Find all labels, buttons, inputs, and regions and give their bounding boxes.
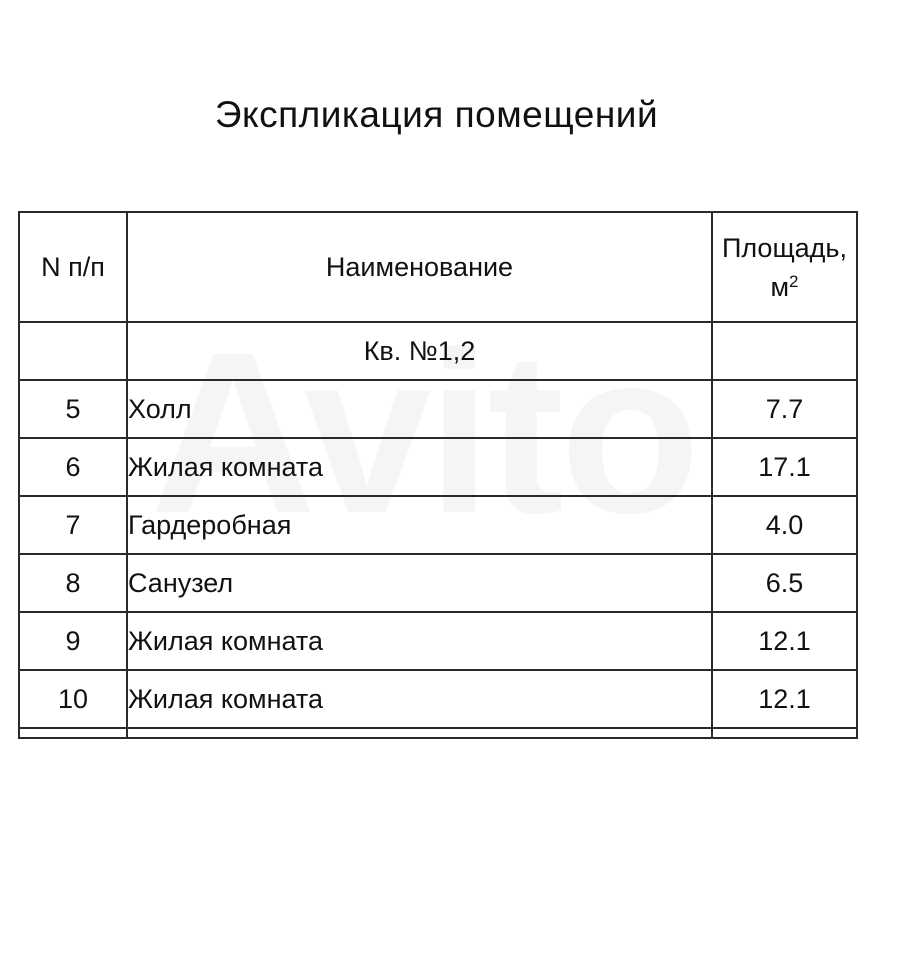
header-number: N п/п [19,212,127,322]
section-area-cell [712,322,857,380]
room-number: 8 [19,554,127,612]
room-number: 10 [19,670,127,728]
header-area-label: Площадь, [721,232,848,263]
room-area: 12.1 [712,670,857,728]
section-label: Кв. №1,2 [127,322,712,380]
room-area: 7.7 [712,380,857,438]
cut-off-cell [19,728,127,738]
room-area: 4.0 [712,496,857,554]
table-row [19,612,857,670]
section-row [19,322,857,380]
table-row [19,380,857,438]
table-cut-off-row [19,728,857,738]
room-number: 7 [19,496,127,554]
section-number-cell [19,322,127,380]
room-name: Жилая комната [127,438,712,496]
table-row [19,438,857,496]
room-number: 9 [19,612,127,670]
cut-off-cell [712,728,857,738]
header-area [712,212,857,322]
room-area: 12.1 [712,612,857,670]
document-title: Экспликация помещений [214,94,659,135]
table-row [19,554,857,612]
room-name: Холл [127,380,712,438]
room-area: 17.1 [712,438,857,496]
cut-off-cell [127,728,712,738]
room-name: Гардеробная [127,496,712,554]
room-area: 6.5 [712,554,857,612]
room-number: 5 [19,380,127,438]
room-name: Жилая комната [127,612,712,670]
header-name: Наименование [127,212,712,322]
table-header-row [19,212,857,322]
room-name: Санузел [127,554,712,612]
room-number: 6 [19,438,127,496]
table-row [19,670,857,728]
room-explication-table [18,211,858,739]
room-name: Жилая комната [127,670,712,728]
header-area-unit-exponent: 2 [789,271,799,291]
header-area-unit: м [770,271,790,302]
table-row [19,496,857,554]
